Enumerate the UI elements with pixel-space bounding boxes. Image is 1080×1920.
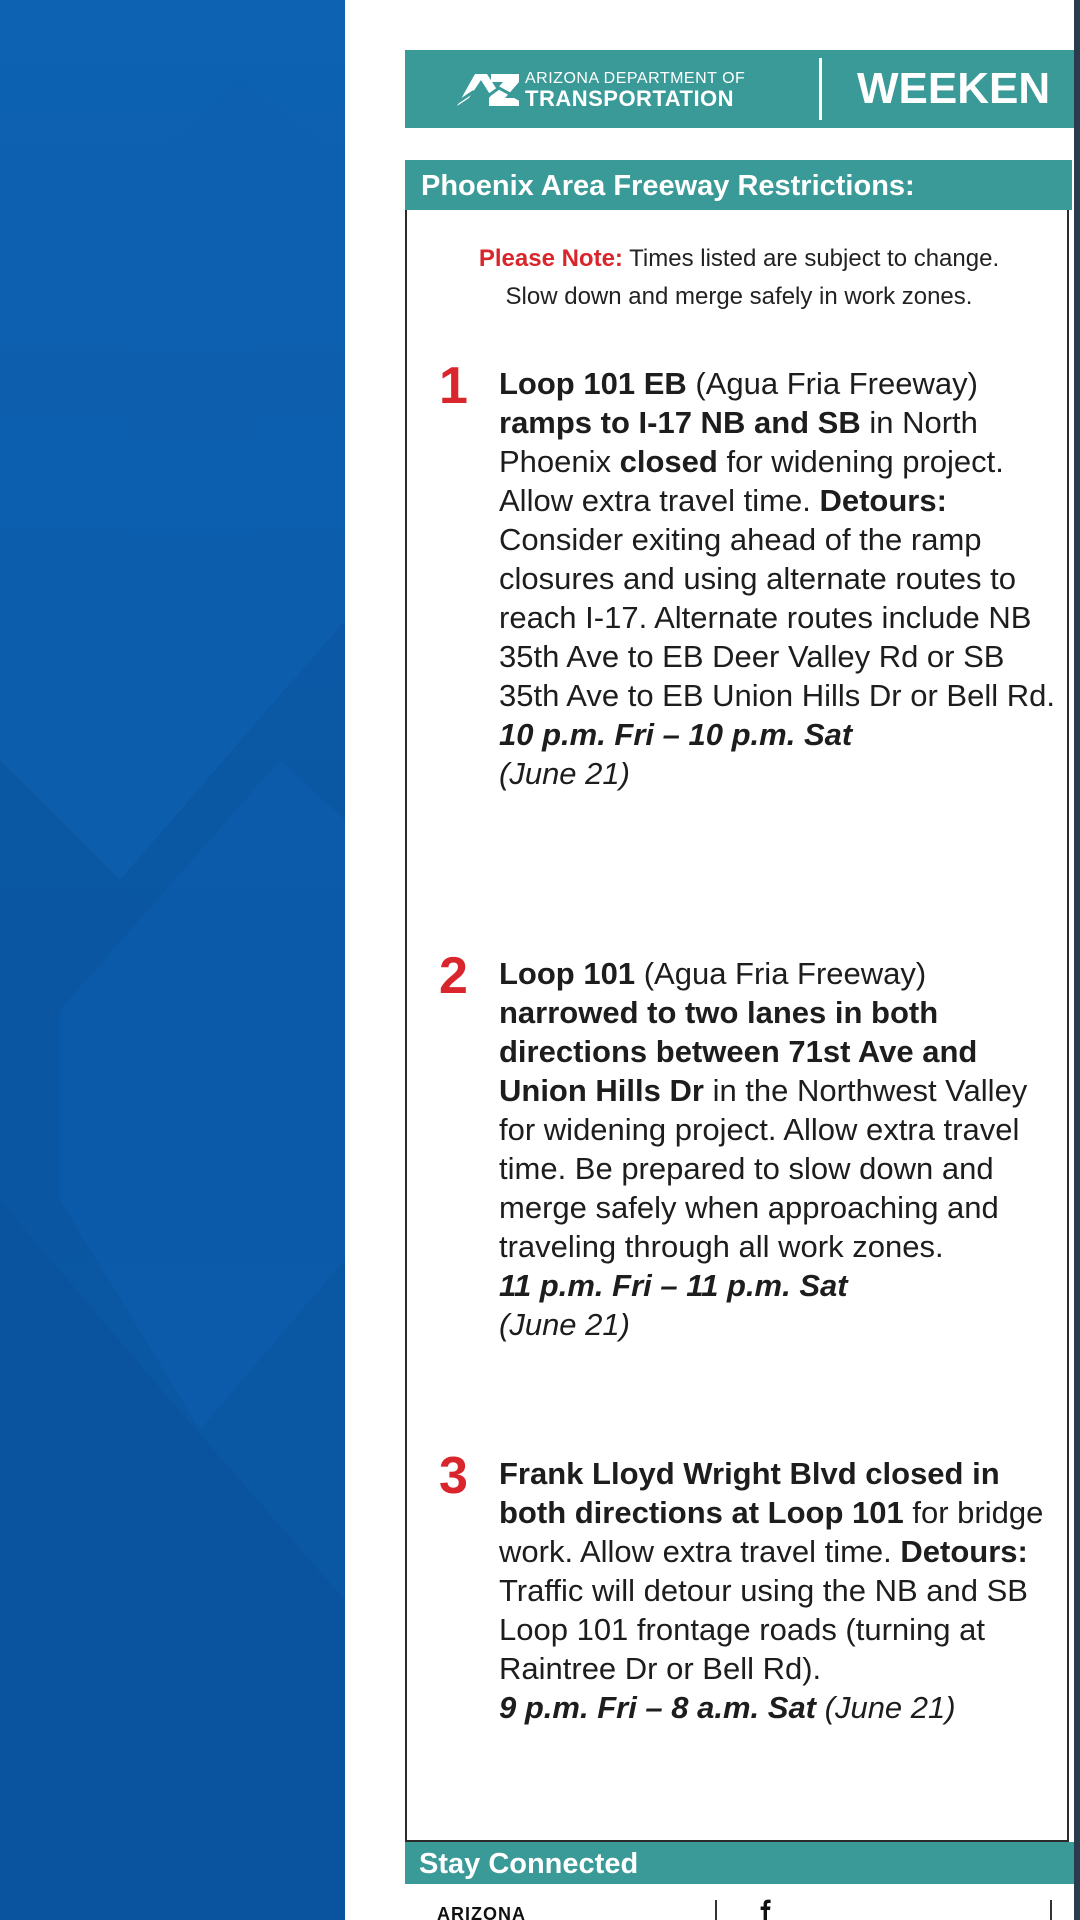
item-date: (June 21)	[499, 1307, 630, 1342]
item-date: (June 21)	[499, 756, 630, 791]
flyer-panel	[345, 0, 1074, 1920]
item-closure: ramps to I-17 NB and SB	[499, 405, 861, 440]
note-line-1: Times listed are subject to change.	[622, 245, 1000, 272]
item-detour-text: Traffic will detour using the NB and SB Loop 101 frontage roads (turning at Raintree Dr or Bell Rd).	[499, 1573, 1028, 1686]
adot-logo-icon	[455, 68, 521, 108]
org-name-line-1: ARIZONA DEPARTMENT OF	[525, 70, 746, 87]
item-date: (June 21)	[816, 1690, 956, 1725]
list-item	[499, 954, 1059, 1344]
stay-connected-title: Stay Connected	[419, 1848, 639, 1880]
item-detour-text: Consider exiting ahead of the ramp closures and using alternate routes to reach I-17. Alternate routes include NB 35th Ave to EB Deer Valley Rd or SB 35th Ave to EB Union Hills Dr or Bell Rd.	[499, 522, 1055, 713]
footer-divider	[715, 1900, 717, 1920]
footer-divider	[1050, 1900, 1052, 1920]
org-name-line-2: TRANSPORTATION	[525, 86, 735, 111]
item-time: 10 p.m. Fri – 10 p.m. Sat	[499, 717, 853, 752]
note-label: Please Note:	[478, 245, 623, 272]
section-title: Phoenix Area Freeway Restrictions:	[421, 170, 915, 202]
item-location: in North Phoenix	[499, 405, 978, 479]
footer-logo: ARIZONA	[437, 1904, 526, 1920]
item-description: in the Northwest Valley for widening project. Allow extra travel time. Be prepared to slow down and merge safely when approaching and traveling through all work zones.	[499, 1073, 1028, 1264]
facebook-icon[interactable]	[755, 1898, 775, 1920]
item-time: 11 p.m. Fri – 11 p.m. Sat	[499, 1268, 848, 1303]
item-detour-label: Detours:	[819, 483, 947, 518]
item-number: 1	[439, 357, 468, 415]
item-road-suffix: (Agua Fria Freeway)	[635, 956, 927, 991]
flyer-header	[405, 50, 1074, 128]
item-time: 9 p.m. Fri – 8 a.m. Sat	[499, 1690, 817, 1725]
item-description: for bridge work. Allow extra travel time.	[499, 1495, 1044, 1569]
item-action: closed	[619, 444, 718, 479]
restrictions-box	[405, 210, 1069, 1842]
item-number: 3	[439, 1447, 468, 1505]
item-detour-label: Detours:	[900, 1534, 1028, 1569]
item-road: Loop 101 EB	[499, 366, 687, 401]
header-divider	[819, 58, 822, 120]
stay-connected-bar	[405, 1842, 1074, 1884]
item-road: Frank Lloyd Wright Blvd closed in both directions at Loop 101	[499, 1456, 1000, 1530]
item-closure: narrowed to two lanes in both directions between 71st Ave and Union Hills Dr	[499, 995, 978, 1108]
item-description: for widening project. Allow extra travel time.	[499, 444, 1004, 518]
item-road: Loop 101	[499, 956, 636, 991]
list-item	[499, 364, 1059, 793]
section-title-bar	[405, 160, 1072, 210]
item-road-suffix: (Agua Fria Freeway)	[686, 366, 978, 401]
list-item	[499, 1454, 1059, 1727]
header-title: WEEKEN	[857, 64, 1051, 113]
right-edge-strip	[1074, 0, 1080, 1920]
note	[407, 240, 1071, 316]
item-number: 2	[439, 947, 468, 1005]
note-line-2: Slow down and merge safely in work zones.	[505, 283, 973, 310]
